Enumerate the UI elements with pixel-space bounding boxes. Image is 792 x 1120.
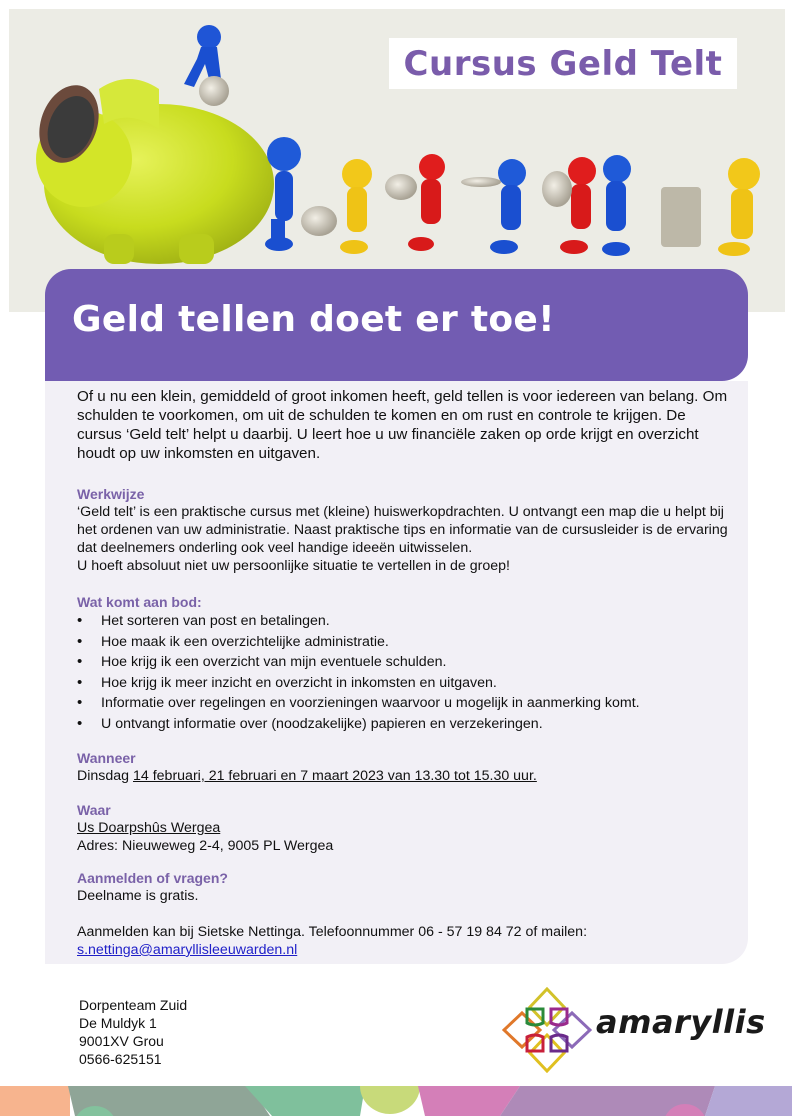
wanneer-prefix: Dinsdag: [77, 768, 133, 784]
wanneer-heading: Wanneer: [77, 750, 136, 766]
content-panel: [45, 381, 748, 964]
footer-address-line: De Muldyk 1: [79, 1015, 157, 1031]
amaryllis-logo: [502, 987, 766, 1073]
wanneer-dates: 14 februari, 21 februari en 7 maart 2023 van 13.30 tot 15.30 uur.: [133, 768, 537, 784]
footer-address-line: Dorpenteam Zuid: [79, 997, 188, 1013]
footer-address: [79, 996, 187, 1068]
aanbod-list: [77, 611, 728, 734]
werkwijze-heading: Werkwijze: [77, 486, 145, 502]
list-item: • Hoe krijg ik meer inzicht en overzicht in inkomsten en uitgaven.: [77, 673, 728, 694]
waar-heading: Waar: [77, 802, 111, 818]
footer-phone: 0566-625151: [79, 1051, 162, 1067]
list-item: • Het sorteren van post en betalingen.: [77, 611, 728, 632]
werkwijze-note: U hoeft absoluut niet uw persoonlijke situatie te vertellen in de groep!: [77, 558, 510, 574]
logo-wordmark: amaryllis: [596, 1003, 766, 1041]
werkwijze-text: ‘Geld telt’ is een praktische cursus met (kleine) huiswerkopdrachten. U ontvangt een map die u helpt bij het ordenen van uw administratie. Naast praktische tips en informatie van de cursusleider is de ervaring dat deelnemers onderling ook veel handige ideeën uitwisselen.: [77, 504, 728, 556]
list-item: • Hoe krijg ik een overzicht van mijn eventuele schulden.: [77, 652, 728, 673]
venue-address: Adres: Nieuweweg 2-4, 9005 PL Wergea: [77, 838, 334, 854]
decorative-band: [0, 1086, 792, 1116]
intro-paragraph: Of u nu een klein, gemiddeld of groot inkomen heeft, geld tellen is voor iedereen van belang. Om schulden te voorkomen, om uit de schulden te komen en om rust en controle te krijgen. De cursus ‘Geld telt’ helpt u daarbij. U leert hoe u uw financiële zaken op orde krijgt en overzicht houdt op uw inkomsten en uitgaven.: [77, 388, 728, 462]
page-title: Geld tellen doet er toe!: [72, 299, 555, 340]
list-item: • U ontvangt informatie over (noodzakelijke) papieren en verzekeringen.: [77, 714, 728, 735]
aanmelden-heading: Aanmelden of vragen?: [77, 870, 228, 886]
brand-title-box: [389, 38, 737, 89]
colored-shapes-decoration: [0, 1086, 792, 1116]
brand-title: Cursus Geld Telt: [403, 43, 723, 84]
contact-text: Aanmelden kan bij Sietske Nettinga. Telefoonnummer 06 - 57 19 84 72 of mailen:: [77, 924, 588, 940]
wanneer-text: [77, 767, 728, 785]
list-item: • Informatie over regelingen en voorzieningen waarvoor u mogelijk in aanmerking komt.: [77, 693, 728, 714]
section-werkwijze: [77, 485, 728, 575]
venue-name: Us Doarpshûs Wergea: [77, 820, 221, 836]
section-wanneer: [77, 749, 728, 785]
footer-address-line: 9001XV Grou: [79, 1033, 164, 1049]
section-aanbod: [77, 593, 728, 734]
section-waar: [77, 801, 728, 855]
list-item: • Hoe maak ik een overzichtelijke administratie.: [77, 632, 728, 653]
flower-logo-icon: [502, 987, 592, 1073]
free-text: Deelname is gratis.: [77, 888, 199, 904]
headline-banner: [45, 269, 748, 381]
email-link[interactable]: s.nettinga@amaryllisleeuwarden.nl: [77, 942, 298, 958]
section-aanmelden: [77, 869, 728, 959]
aanbod-heading: Wat komt aan bod:: [77, 594, 202, 610]
